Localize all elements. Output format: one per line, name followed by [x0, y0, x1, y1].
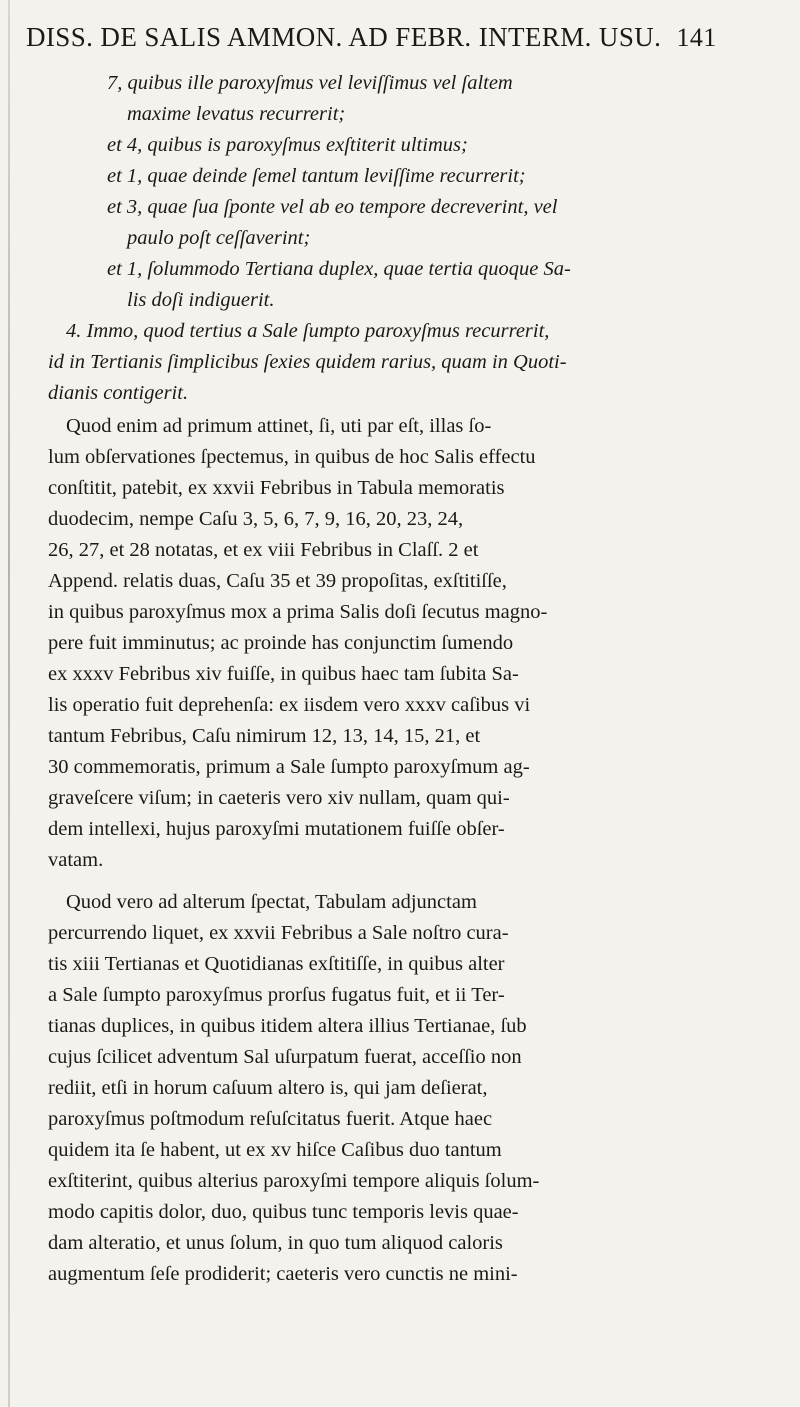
text-line: cujus ſcilicet adventum Sal uſurpatum fuerat, acceſſio non [48, 1046, 522, 1068]
text-line: et 3, quae ſua ſponte vel ab eo tempore decreverint, vel [107, 196, 558, 218]
text-line: Append. relatis duas, Caſu 35 et 39 propoſitas, exſtitiſſe, [48, 570, 507, 592]
text-line: 4. Immo, quod tertius a Sale ſumpto paroxyſmus recurrerit, [66, 320, 550, 342]
running-title: DISS. DE SALIS AMMON. AD FEBR. INTERM. USU. [26, 22, 662, 52]
text-line: 30 commemoratis, primum a Sale ſumpto paroxyſmum ag- [48, 756, 530, 778]
text-line: a Sale ſumpto paroxyſmus prorſus fugatus fuit, et ii Ter- [48, 984, 505, 1006]
text-line: paroxyſmus poſtmodum reſuſcitatus fuerit. Atque haec [48, 1108, 493, 1130]
text-line: paulo poſt ceſſaverint; [127, 227, 311, 249]
text-line: et 4, quibus is paroxyſmus exſtiterit ultimus; [107, 134, 468, 156]
text-line: augmentum ſeſe prodiderit; caeteris vero cunctis ne mini- [48, 1263, 518, 1285]
page-number: 141 [676, 23, 717, 52]
text-line: pere fuit imminutus; ac proinde has conjunctim ſumendo [48, 632, 514, 654]
text-line: id in Tertianis ſimplicibus ſexies quidem rarius, quam in Quoti- [48, 351, 567, 373]
text-line: lis operatio fuit deprehenſa: ex iisdem vero xxxv caſibus vi [48, 694, 531, 716]
text-line: quidem ita ſe habent, ut ex xv hiſce Caſibus duo tantum [48, 1139, 502, 1161]
text-line: et 1, quae deinde ſemel tantum leviſſime recurrerit; [107, 165, 526, 187]
text-line: Quod enim ad primum attinet, ſi, uti par eſt, illas ſo- [66, 415, 492, 437]
text-line: 7, quibus ille paroxyſmus vel leviſſimus vel ſaltem [107, 72, 513, 94]
text-line: graveſcere viſum; in caeteris vero xiv nullam, quam qui- [48, 787, 510, 809]
text-line: Quod vero ad alterum ſpectat, Tabulam adjunctam [66, 891, 477, 913]
text-line: duodecim, nempe Caſu 3, 5, 6, 7, 9, 16, 20, 23, 24, [48, 508, 464, 530]
text-line: dam alteratio, et unus ſolum, in quo tum aliquod caloris [48, 1232, 503, 1254]
text-line: dem intellexi, hujus paroxyſmi mutationem fuiſſe obſer- [48, 818, 505, 840]
text-line: ex xxxv Febribus xiv fuiſſe, in quibus haec tam ſubita Sa- [48, 663, 519, 685]
text-line: lis doſi indiguerit. [127, 289, 275, 311]
text-line: dianis contigerit. [48, 382, 189, 404]
text-line: conſtitit, patebit, ex xxvii Febribus in Tabula memoratis [48, 477, 505, 499]
text-line: tis xiii Tertianas et Quotidianas exſtitiſſe, in quibus alter [48, 953, 505, 975]
text-line: lum obſervationes ſpectemus, in quibus de hoc Salis effectu [48, 446, 536, 468]
text-line: et 1, ſolummodo Tertiana duplex, quae tertia quoque Sa- [107, 258, 571, 280]
text-line: maxime levatus recurrerit; [127, 103, 346, 125]
text-line: rediit, etſi in horum caſuum altero is, qui jam deſierat, [48, 1077, 488, 1099]
page-gutter-shadow [8, 0, 10, 1407]
text-line: percurrendo liquet, ex xxvii Febribus a Sale noſtro cura- [48, 922, 509, 944]
text-line: modo capitis dolor, duo, quibus tunc temporis levis quae- [48, 1201, 519, 1223]
text-line: tianas duplices, in quibus itidem altera illius Tertianae, ſub [48, 1015, 527, 1037]
text-line: tantum Febribus, Caſu nimirum 12, 13, 14, 15, 21, et [48, 725, 481, 747]
text-line: exſtiterint, quibus alterius paroxyſmi tempore aliquis ſolum- [48, 1170, 540, 1192]
text-line: in quibus paroxyſmus mox a prima Salis doſi ſecutus magno- [48, 601, 548, 623]
running-header [26, 22, 786, 53]
text-line: 26, 27, et 28 notatas, et ex viii Febribus in Claſſ. 2 et [48, 539, 479, 561]
text-line: vatam. [48, 849, 104, 871]
